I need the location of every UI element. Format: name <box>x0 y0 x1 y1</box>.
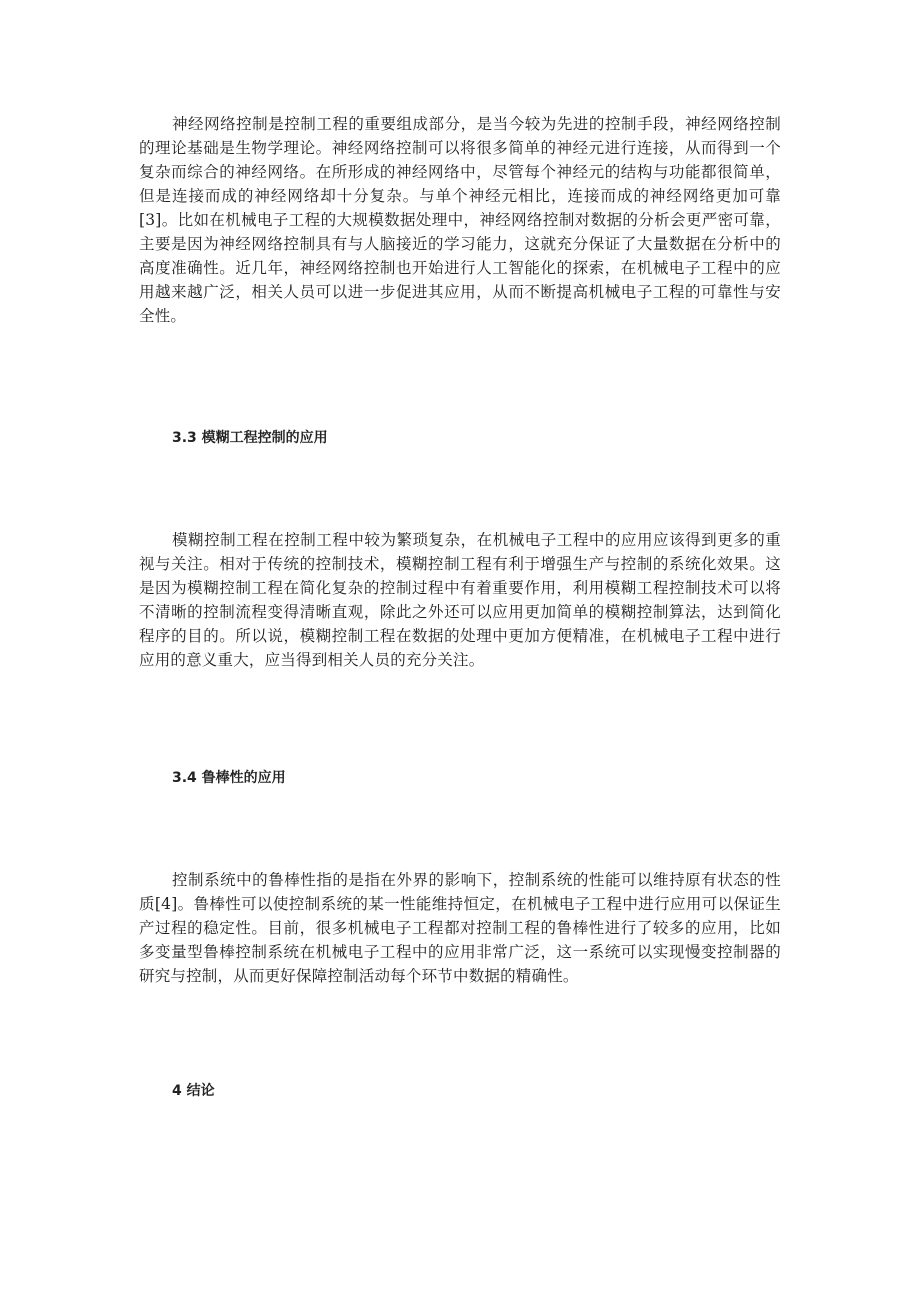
section-heading-3-4: 3.4 鲁棒性的应用 <box>172 770 286 786</box>
section-heading-3-3: 3.3 模糊工程控制的应用 <box>172 430 328 446</box>
paragraph-fuzzy-control: 模糊控制工程在控制工程中较为繁琐复杂，在机械电子工程中的应用应该得到更多的重视与关注。相对于传统的控制技术，模糊控制工程有利于增强生产与控制的系统化效果。这是因为模糊控制工程在简化复杂的控制过程中有着重要作用，利用模糊工程控制技术可以将不清晰的控制流程变得清晰直观，除此之外还可以应用更加简单的模糊控制算法，达到简化程序的目的。所以说，模糊控制工程在数据的处理中更加方便精准，在机械电子工程中进行应用的意义重大，应当得到相关人员的充分关注。 <box>139 531 781 669</box>
paragraph-robustness: 控制系统中的鲁棒性指的是指在外界的影响下，控制系统的性能可以维持原有状态的性质[4]。鲁棒性可以使控制系统的某一性能维持恒定，在机械电子工程中进行应用可以保证生产过程的稳定性。目前，很多机械电子工程都对控制工程的鲁棒性进行了较多的应用，比如多变量型鲁棒控制系统在机械电子工程中的应用非常广泛，这一系统可以实现慢变控制器的研究与控制，从而更好保障控制活动每个环节中数据的精确性。 <box>139 871 781 985</box>
section-heading-4: 4 结论 <box>172 1083 215 1099</box>
paragraph-neural-network-control: 神经网络控制是控制工程的重要组成部分，是当今较为先进的控制手段，神经网络控制的理论基础是生物学理论。神经网络控制可以将很多简单的神经元进行连接，从而得到一个复杂而综合的神经网络。在所形成的神经网络中，尽管每个神经元的结构与功能都很简单，但是连接而成的神经网络却十分复杂。与单个神经元相比，连接而成的神经网络更加可靠[3]。比如在机械电子工程的大规模数据处理中，神经网络控制对数据的分析会更严密可靠，主要是因为神经网络控制具有与人脑接近的学习能力，这就充分保证了大量数据在分析中的高度准确性。近几年，神经网络控制也开始进行人工智能化的探索，在机械电子工程中的应用越来越广泛，相关人员可以进一步促进其应用，从而不断提高机械电子工程的可靠性与安全性。 <box>139 115 781 325</box>
